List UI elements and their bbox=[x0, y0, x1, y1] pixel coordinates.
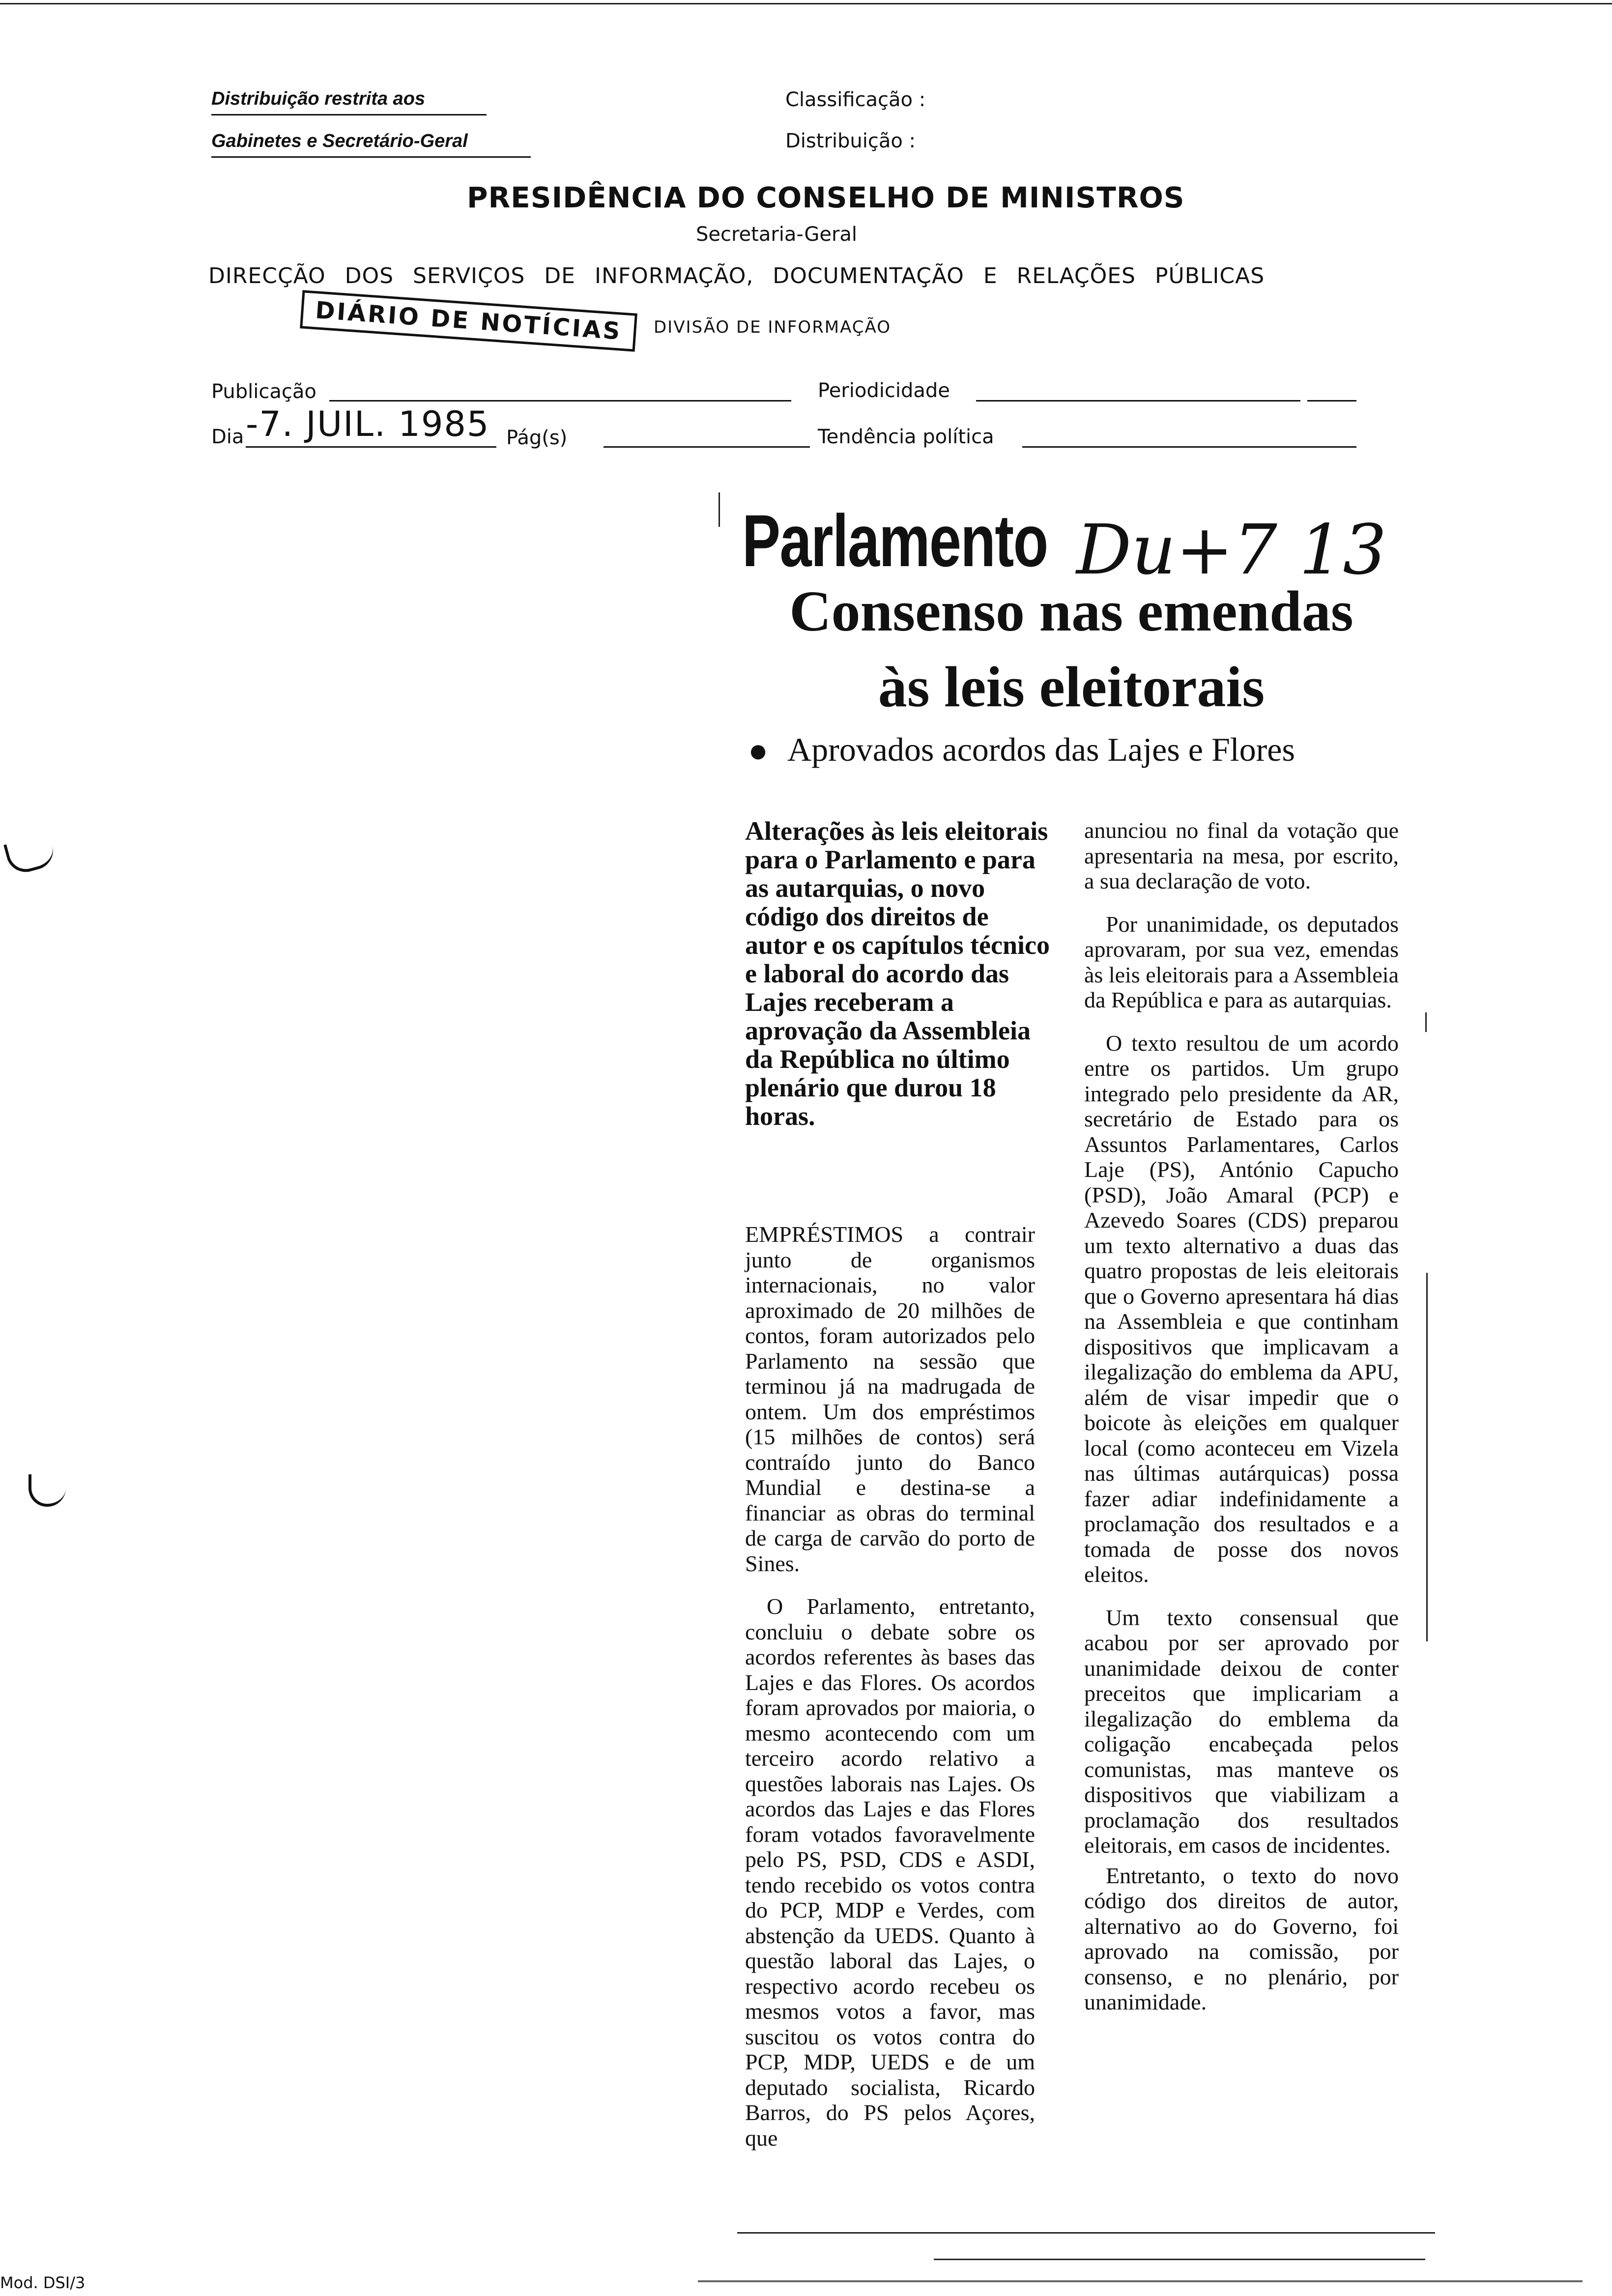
clipping-bottom-rule bbox=[737, 2232, 1435, 2234]
margin-mark bbox=[3, 833, 58, 877]
classification-label: Classificação : bbox=[785, 88, 926, 111]
day-label: Dia bbox=[211, 426, 244, 448]
date-field-line bbox=[246, 446, 496, 448]
pages-label: Pág(s) bbox=[506, 427, 568, 449]
clipping-bottom-rule bbox=[934, 2259, 1425, 2260]
restricted-distribution-line1: Distribuição restrita aos bbox=[211, 88, 426, 109]
pages-field-line bbox=[604, 446, 810, 448]
date-stamp: -7. JUIL. 1985 bbox=[246, 404, 490, 444]
headline-line2: às leis eleitorais bbox=[878, 655, 1265, 719]
clipping-edge-mark bbox=[1425, 1012, 1427, 1032]
headline-line1: Consenso nas emendas bbox=[789, 579, 1353, 643]
periodicity-field-line-2 bbox=[1307, 400, 1356, 402]
paragraph: O Parlamento, entretanto, concluiu o debate sobre os acordos referentes às bases das Lajes e das Flores. Os acordos foram aprovados por maioria, o mesmo acontecendo com um terceiro acordo relativo a questões laborais nas Lajes. Os acordos das Lajes e das Flores foram votados favoravelmente pelo PS, PSD, CDS e ASDI, tendo recebido os votos contra do PCP, MDP e Verdes, com abstenção da UEDS. Quanto à questão laboral das Lajes, o respectivo acordo recebeu os mesmos votos a favor, mas suscitou os votos contra do PCP, MDP, UEDS e de um deputado socialista, Ricardo Barros, do PS pelos Açores, que bbox=[745, 1594, 1035, 2151]
section-title: Parlamento bbox=[742, 499, 1048, 582]
clipping-edge-mark bbox=[719, 492, 720, 527]
paragraph: Por unanimidade, os deputados aprovaram, por sua vez, emendas às leis eleitorais para a Assembleia da República e para as autarquias. bbox=[1084, 911, 1399, 1012]
article-column-2 bbox=[1084, 818, 1399, 2033]
publication-label: Publicação bbox=[211, 380, 317, 403]
margin-mark bbox=[29, 1474, 66, 1507]
scan-top-edge bbox=[0, 3, 1612, 4]
rule bbox=[211, 156, 531, 158]
paragraph: EMPRÉSTIMOS a contrair junto de organismos internacionais, no valor aproximado de 20 milhões de contos, foram autorizados pelo Parlamento na sessão que terminou já na madrugada de ontem. Um dos empréstimos (15 milhões de contos) será contraído junto do Banco Mundial e destina-se a financiar as obras do terminal de carga de carvão do porto de Sines. bbox=[745, 1222, 1035, 1576]
distribution-label: Distribuição : bbox=[785, 130, 916, 152]
rule bbox=[211, 114, 487, 115]
kicker: Aprovados acordos das Lajes e Flores bbox=[787, 731, 1295, 768]
tendency-label: Tendência política bbox=[818, 426, 994, 448]
tendency-field-line bbox=[1022, 446, 1356, 448]
kicker-bullet: ● bbox=[748, 732, 769, 769]
clipping-edge-mark bbox=[1426, 1273, 1428, 1641]
subtitle: Secretaria-Geral bbox=[696, 223, 858, 246]
periodicity-label: Periodicidade bbox=[818, 379, 950, 402]
page-title: PRESIDÊNCIA DO CONSELHO DE MINISTROS bbox=[467, 181, 1185, 214]
publication-stamp: DIÁRIO DE NOTÍCIAS bbox=[300, 290, 637, 351]
form-code: Mod. DSI/3 bbox=[0, 2273, 86, 2292]
restricted-distribution-line2: Gabinetes e Secretário-Geral bbox=[211, 131, 468, 151]
division-label: DIVISÃO DE INFORMAÇÃO bbox=[654, 317, 891, 337]
directorate-line: DIRECÇÃO DOS SERVIÇOS DE INFORMAÇÃO, DOCUMENTAÇÃO E RELAÇÕES PÚBLICAS bbox=[208, 263, 1265, 288]
paragraph: O texto resultou de um acordo entre os partidos. Um grupo integrado pelo presidente da AR, secretário de Estado para os Assuntos Parlamentares, Carlos Laje (PS), António Capucho (PSD), João Amaral (PCP) e Azevedo Soares (CDS) preparou um texto alternativo a duas das quatro propostas de leis eleitorais que o Governo apresentara há dias na Assembleia e que continham dispositivos que implicavam a ilegalização do emblema da APU, além de visar impedir que o boicote às eleições em qualquer local (como aconteceu em Vizela nas últimas autárquicas) possa fazer adiar indefinidamente a proclamação dos resultados e a tomada de posse dos novos eleitos. bbox=[1084, 1030, 1399, 1587]
paragraph: anunciou no final da votação que apresentaria na mesa, por escrito, a sua declaração de voto. bbox=[1084, 818, 1399, 893]
scan-bottom-edge bbox=[698, 2280, 1583, 2282]
handwritten-reference: Du+7 13 bbox=[1076, 510, 1387, 590]
paragraph: Entretanto, o texto do novo código dos direitos de autor, alternativo ao do Governo, foi aprovado na comissão, por consenso, e no plenário, por unanimidade. bbox=[1084, 1863, 1399, 2014]
periodicity-field-line bbox=[976, 400, 1300, 402]
publication-field-line bbox=[329, 400, 791, 402]
article-column-1 bbox=[745, 1222, 1035, 2168]
article-lead: Alterações às leis eleitorais para o Parlamento e para as autarquias, o novo código dos direitos de autor e os capítulos técnico e laboral do acordo das Lajes receberam a aprovação da Assembleia da República no último plenário que durou 18 horas. bbox=[745, 816, 1050, 1131]
paragraph: Um texto consensual que acabou por ser aprovado por unanimidade deixou de conter preceitos que implicariam a ilegalização do emblema da coligação encabeçada pelos comunistas, mas manteve os dispositivos que viabilizam a proclamação dos resultados eleitorais, em casos de incidentes. bbox=[1084, 1605, 1399, 1858]
